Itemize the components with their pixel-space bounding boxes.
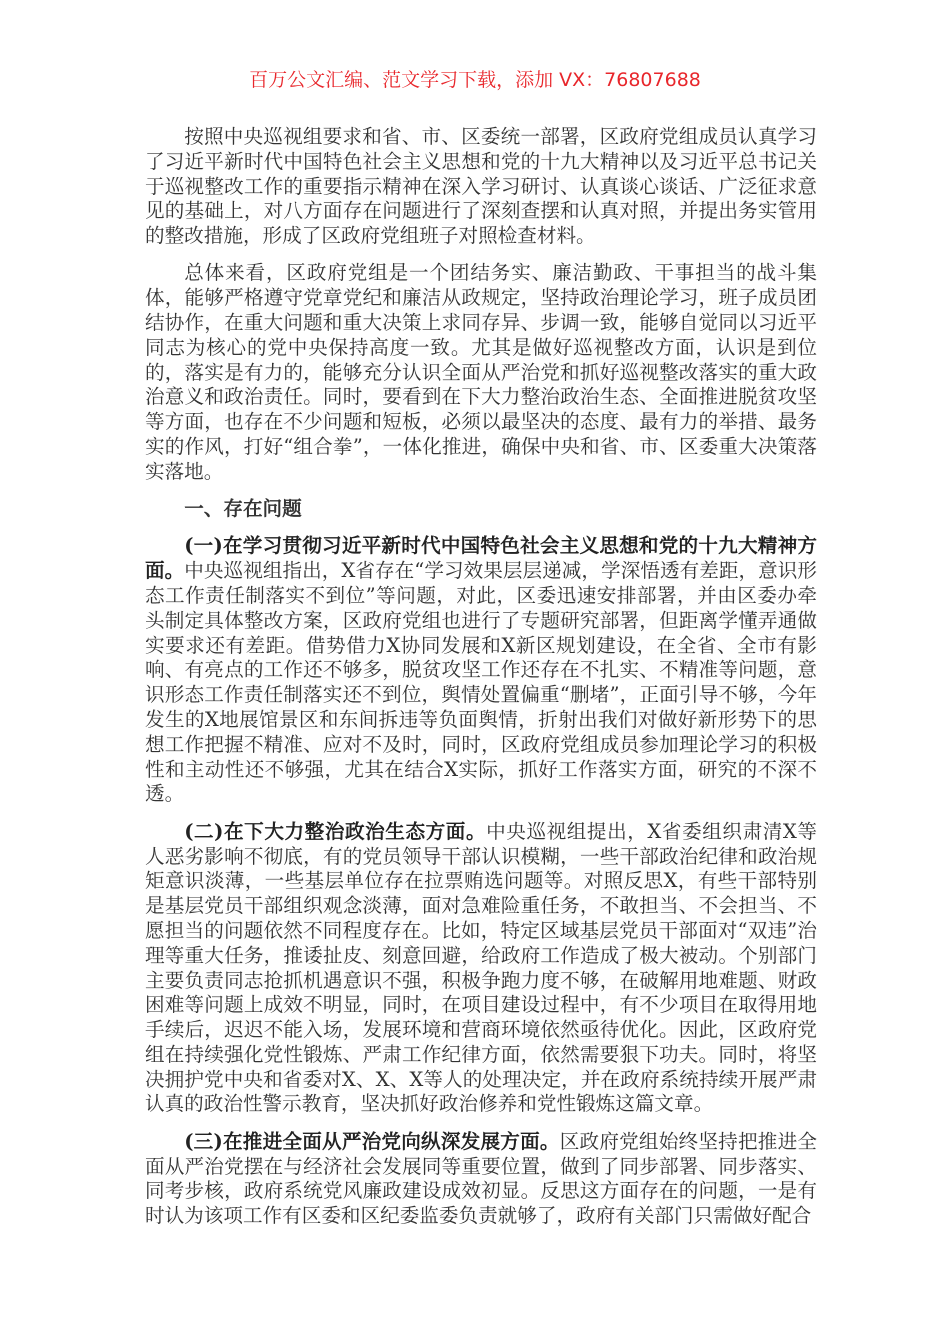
paragraph-text: 总体来看，区政府党组是一个团结务实、廉洁勤政、干事担当的战斗集体，能够严格遵守党章党纪和廉洁从政规定，坚持政治理论学习，班子成员团结协作，在重大问题和重大决策上求同存异、步调一致，能够自觉同以习近平同志为核心的党中央保持高度一致。尤其是做好巡视整改方面，认识是到位的，落实是有力的，能够充分认识全面从严治党和抓好巡视整改落实的重大政治意义和政治责任。同时，要看到在下大力整治政治生态、全面推进脱贫攻坚等方面，也存在不少问题和短板，必须以最坚决的态度、最有力的举措、最务实的作风，打好“组合拳”，一体化推进，确保中央和省、市、区委重大决策落实落地。 (145, 261, 817, 483)
summary-paragraph (145, 261, 817, 484)
document-body (145, 125, 817, 1241)
issue-item-1 (145, 534, 817, 807)
item-lead: (一)在学习贯彻习近平新时代中国特色社会主义思想和党的十九大精神方面。 (145, 534, 817, 583)
item-body: 区政府党组始终坚持把推进全面从严治党摆在与经济社会发展同等重要位置，做到了同步部署、同步落实、同考步核，政府系统党风廉政建设成效初显。反思这方面存在的问题，一是有时认为该项工作有区委和区纪委监委负责就够了，政府有关部门只需做好配合 (145, 1129, 817, 1228)
item-body: 中央巡视组指出，X省存在“学习效果层层递减，学深悟透有差距，意识形态工作责任制落实不到位”等问题，对此，区委迅速安排部署，并由区委办牵头制定具体整改方案，区政府党组也进行了专题研究部署，但距离学懂弄通做实要求还有差距。借势借力X协同发展和X新区规划建设，在全省、全市有影响、有亮点的工作还不够多，脱贫攻坚工作还存在不扎实、不精准等问题，意识形态工作责任制落实还不到位，舆情处置偏重“删堵”，正面引导不够，今年发生的X地展馆景区和东间拆违等负面舆情，折射出我们对做好新形势下的思想工作把握不精准、应对不及时，同时，区政府党组成员参加理论学习的积极性和主动性还不够强，尤其在结合X实际，抓好工作落实方面，研究的不深不透。 (145, 559, 818, 806)
item-lead: (三)在推进全面从严治党向纵深发展方面。 (184, 1129, 560, 1153)
paragraph-text: 按照中央巡视组要求和省、市、区委统一部署，区政府党组成员认真学习了习近平新时代中国特色社会主义思想和党的十九大精神以及习近平总书记关于巡视整改工作的重要指示精神在深入学习研讨、认真谈心谈话、广泛征求意见的基础上，对八方面存在问题进行了深刻查摆和认真对照，并提出务实管用的整改措施，形成了区政府党组班子对照检查材料。 (145, 125, 817, 248)
intro-paragraph (145, 125, 817, 249)
section-heading: 一、存在问题 (184, 497, 302, 521)
watermark-header: 百万公文汇编、范文学习下载，添加 VX：76807688 (249, 69, 701, 91)
issue-item-3 (145, 1130, 817, 1229)
issue-item-2 (145, 820, 817, 1118)
item-lead: (二)在下大力整治政治生态方面。 (184, 819, 487, 843)
item-body: 中央巡视组提出，X省委组织肃清X等人恶劣影响不彻底，有的党员领导干部认识模糊，一些干部政治纪律和政治规矩意识淡薄，一些基层单位存在拉票贿选问题等。对照反思X，有些干部特别是基层党员干部组织观念淡薄，面对急难险重任务，不敢担当、不会担当、不愿担当的问题依然不同程度存在。比如，特定区域基层党员干部面对“双违”治理等重大任务，推诿扯皮、刻意回避，给政府工作造成了极大被动。个别部门主要负责同志抢抓机遇意识不强，积极争跑力度不够，在破解用地难题、财政困难等问题上成效不明显，同时，在项目建设过程中，有不少项目在取得用地手续后，迟迟不能入场，发展环境和营商环境依然亟待优化。因此，区政府党组在持续强化党性锻炼、严肃工作纪律方面，依然需要狠下功夫。同时，将坚决拥护党中央和省委对X、X、X等人的处理决定，并在政府系统持续开展严肃认真的政治性警示教育，坚决抓好政治修养和党性锻炼这篇文章。 (145, 819, 817, 1116)
